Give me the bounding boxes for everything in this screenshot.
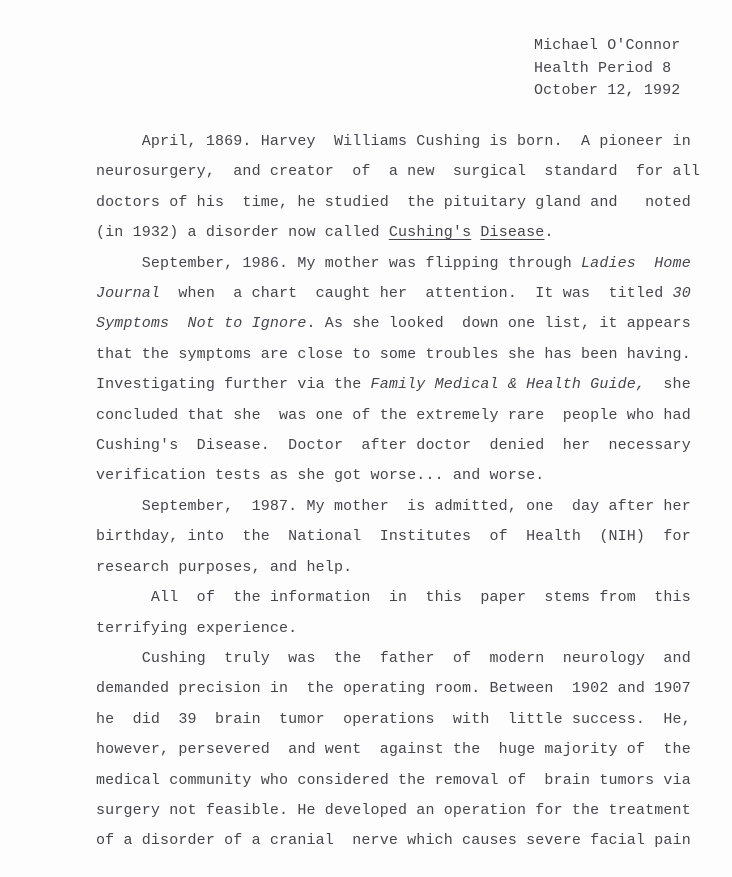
text-segment: September, 1987. My mother is admitted, one day after her	[96, 497, 691, 515]
text-line	[96, 796, 700, 826]
text-segment: however, persevered and went against the huge majority of the	[96, 741, 691, 759]
text-segment: All of the information in this paper stems from this	[96, 589, 691, 607]
text-line	[96, 492, 700, 522]
text-segment: Journal	[96, 285, 161, 303]
header-line: Michael O'Connor	[534, 37, 681, 54]
text-segment: that the symptoms are close to some troubles she has been having.	[96, 345, 691, 363]
text-line	[96, 188, 700, 218]
text-segment: Investigating further via the	[96, 376, 371, 394]
text-segment: concluded that she was one of the extremely rare people who had	[96, 406, 691, 424]
text-segment: (in 1932) a disorder now called	[96, 224, 389, 242]
text-segment: when a chart caught her attention. It was titled	[160, 285, 673, 303]
text-segment: surgery not feasible. He developed an operation for the treatment	[96, 801, 691, 819]
text-line	[96, 583, 700, 613]
text-segment: Ladies Home	[581, 254, 691, 272]
text-segment: terrifying experience.	[96, 619, 298, 637]
text-line	[96, 370, 700, 400]
text-segment: Symptoms Not to Ignore	[96, 315, 307, 333]
text-line	[96, 218, 700, 248]
text-segment: she	[645, 376, 691, 394]
header-block	[534, 35, 680, 103]
text-line	[96, 674, 700, 704]
text-line	[96, 826, 700, 856]
text-segment: research purposes, and help.	[96, 558, 353, 576]
text-segment: verification tests as she got worse... and worse.	[96, 467, 545, 485]
text-segment: Cushing truly was the father of modern neurology and	[96, 649, 691, 667]
text-line	[96, 249, 700, 279]
text-segment: birthday, into the National Institutes of Health (NIH) for	[96, 528, 691, 546]
header-line: Health Period 8	[534, 59, 672, 77]
text-line	[96, 127, 700, 157]
text-line	[96, 735, 700, 765]
text-line	[96, 614, 700, 644]
text-segment: Family Medical & Health Guide,	[370, 376, 646, 394]
text-line	[96, 157, 700, 187]
text-segment: he did 39 brain tumor operations with little success. He,	[96, 710, 691, 728]
text-segment: 30	[672, 285, 691, 303]
text-segment: .	[544, 224, 554, 242]
text-line	[96, 279, 700, 309]
text-line	[96, 766, 700, 796]
text-line	[96, 553, 700, 583]
text-line	[96, 401, 700, 431]
text-segment: April, 1869. Harvey Williams Cushing is born. A pioneer in	[96, 133, 691, 150]
text-segment: . As she looked down one list, it appears	[306, 315, 691, 333]
text-line	[96, 309, 700, 339]
text-segment: of a disorder of a cranial nerve which causes severe facial pain	[96, 832, 691, 850]
text-segment: neurosurgery, and creator of a new surgical standard for all	[96, 163, 700, 181]
header-line: October 12, 1992	[534, 82, 681, 99]
text-line	[96, 705, 700, 735]
text-segment: demanded precision in the operating room. Between 1902 and 1907	[96, 680, 691, 698]
text-segment: Cushing's Disease. Doctor after doctor denied her necessary	[96, 437, 691, 455]
text-segment: September, 1986. My mother was flipping through	[96, 254, 582, 272]
essay-body	[96, 127, 700, 857]
text-line	[96, 461, 700, 491]
text-segment: medical community who considered the removal of brain tumors via	[96, 771, 691, 789]
text-line	[96, 431, 700, 461]
text-line	[96, 522, 700, 552]
text-line	[96, 340, 700, 370]
text-segment: Disease	[480, 224, 545, 242]
text-segment: Cushing's	[388, 224, 472, 242]
text-line	[96, 644, 700, 674]
text-segment: doctors of his time, he studied the pituitary gland and noted	[96, 193, 691, 211]
